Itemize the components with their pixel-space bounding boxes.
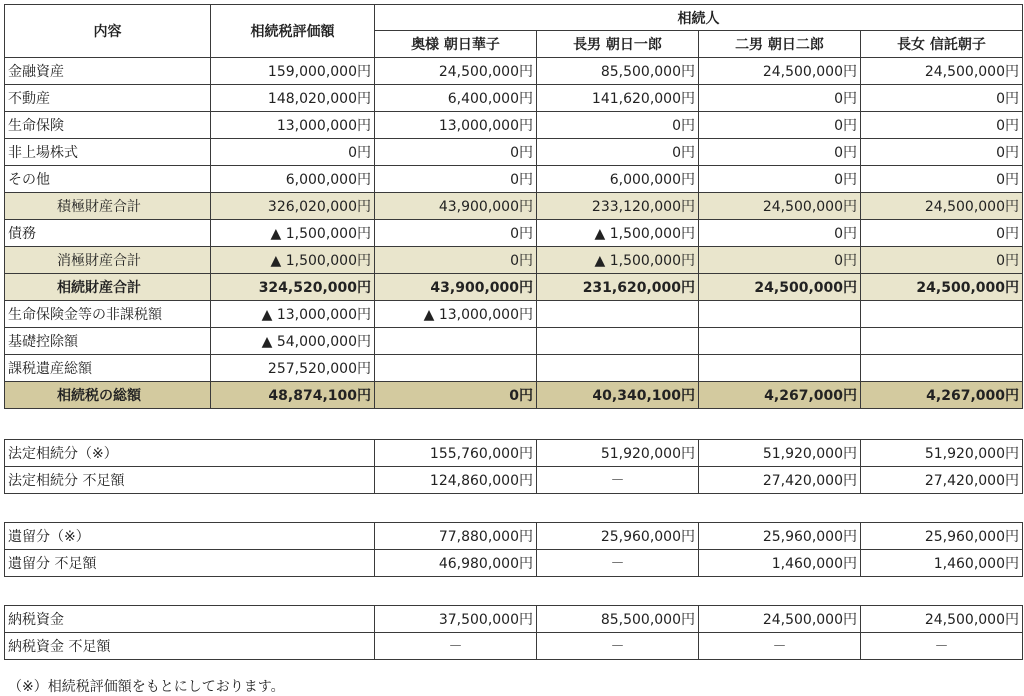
table-row (5, 193, 1023, 220)
value-cell: ▲ 13,000,000円 (211, 301, 375, 328)
value-cell (861, 328, 1023, 355)
value-cell: 0円 (699, 139, 861, 166)
table-row (5, 301, 1023, 328)
value-cell: 0円 (861, 166, 1023, 193)
value-cell: 24,500,000円 (861, 606, 1023, 633)
value-cell: 159,000,000円 (211, 58, 375, 85)
value-cell: 4,267,000円 (699, 382, 861, 409)
value-cell: ▲ 54,000,000円 (211, 328, 375, 355)
value-cell: 1,460,000円 (861, 550, 1023, 577)
row-label: 相続税の総額 (5, 382, 211, 409)
value-cell: 124,860,000円 (375, 467, 537, 494)
table-row (5, 440, 1023, 467)
row-label: その他 (5, 166, 211, 193)
value-cell: 27,420,000円 (861, 467, 1023, 494)
value-cell: 6,000,000円 (211, 166, 375, 193)
value-cell (699, 328, 861, 355)
row-label: 納税資金 不足額 (5, 633, 375, 660)
header-content: 内容 (5, 5, 211, 58)
value-cell: 0円 (861, 112, 1023, 139)
legal-share-table (4, 439, 1023, 494)
value-cell: 231,620,000円 (537, 274, 699, 301)
header-heirs-group: 相続人 (375, 5, 1023, 31)
row-label: 納税資金 (5, 606, 375, 633)
value-cell: 24,500,000円 (375, 58, 537, 85)
value-cell: 0円 (537, 139, 699, 166)
value-cell (375, 328, 537, 355)
tax-funds-body (5, 606, 1023, 660)
value-cell: 0円 (861, 220, 1023, 247)
table-row (5, 550, 1023, 577)
value-cell (375, 355, 537, 382)
value-cell: 24,500,000円 (699, 58, 861, 85)
value-cell: 6,400,000円 (375, 85, 537, 112)
value-cell: 24,500,000円 (699, 193, 861, 220)
value-cell: 0円 (537, 112, 699, 139)
row-label: 法定相続分（※） (5, 440, 375, 467)
value-cell: 0円 (375, 166, 537, 193)
row-label: 課税遺産総額 (5, 355, 211, 382)
value-cell: 25,960,000円 (699, 523, 861, 550)
value-cell: 43,900,000円 (375, 274, 537, 301)
table-row (5, 523, 1023, 550)
header-heir-second-son: 二男 朝日二郎 (699, 31, 861, 58)
tax-funds-table (4, 605, 1023, 660)
table-row (5, 139, 1023, 166)
value-cell: 85,500,000円 (537, 606, 699, 633)
value-cell: 25,960,000円 (537, 523, 699, 550)
row-label: 基礎控除額 (5, 328, 211, 355)
value-cell (699, 301, 861, 328)
value-cell: 4,267,000円 (861, 382, 1023, 409)
main-table-body (5, 58, 1023, 409)
value-cell: 0円 (699, 220, 861, 247)
value-cell: 51,920,000円 (861, 440, 1023, 467)
value-cell: 25,960,000円 (861, 523, 1023, 550)
value-cell (861, 301, 1023, 328)
row-label: 積極財産合計 (5, 193, 211, 220)
value-cell: 0円 (699, 112, 861, 139)
row-label: 相続財産合計 (5, 274, 211, 301)
value-cell: 324,520,000円 (211, 274, 375, 301)
value-cell: 40,340,100円 (537, 382, 699, 409)
value-cell: 148,020,000円 (211, 85, 375, 112)
value-cell: 24,500,000円 (861, 58, 1023, 85)
value-cell: 0円 (375, 382, 537, 409)
table-row (5, 112, 1023, 139)
inheritance-summary-table (4, 4, 1023, 409)
value-cell: 257,520,000円 (211, 355, 375, 382)
value-cell: ▲ 13,000,000円 (375, 301, 537, 328)
value-cell: ▲ 1,500,000円 (211, 247, 375, 274)
value-cell: 0円 (375, 220, 537, 247)
value-cell: 24,500,000円 (861, 274, 1023, 301)
value-cell: 13,000,000円 (375, 112, 537, 139)
row-label: 債務 (5, 220, 211, 247)
value-cell: 0円 (861, 139, 1023, 166)
value-cell: 24,500,000円 (699, 606, 861, 633)
value-cell: 51,920,000円 (537, 440, 699, 467)
value-cell: － (699, 633, 861, 660)
value-cell: 0円 (211, 139, 375, 166)
value-cell: 51,920,000円 (699, 440, 861, 467)
table-row (5, 220, 1023, 247)
row-label: 遺留分（※） (5, 523, 375, 550)
value-cell: 46,980,000円 (375, 550, 537, 577)
table-row (5, 382, 1023, 409)
table-row (5, 274, 1023, 301)
value-cell: 155,760,000円 (375, 440, 537, 467)
value-cell: 0円 (375, 139, 537, 166)
value-cell: 24,500,000円 (861, 193, 1023, 220)
row-label: 不動産 (5, 85, 211, 112)
header-heir-wife: 奥様 朝日華子 (375, 31, 537, 58)
table-row (5, 247, 1023, 274)
value-cell: 1,460,000円 (699, 550, 861, 577)
value-cell: 48,874,100円 (211, 382, 375, 409)
value-cell: ▲ 1,500,000円 (537, 247, 699, 274)
reserved-share-body (5, 523, 1023, 577)
table-row (5, 355, 1023, 382)
table-row (5, 58, 1023, 85)
value-cell: ▲ 1,500,000円 (537, 220, 699, 247)
row-label: 生命保険金等の非課税額 (5, 301, 211, 328)
legal-share-body (5, 440, 1023, 494)
table-row (5, 606, 1023, 633)
row-label: 遺留分 不足額 (5, 550, 375, 577)
value-cell (537, 328, 699, 355)
value-cell: 6,000,000円 (537, 166, 699, 193)
row-label: 生命保険 (5, 112, 211, 139)
header-heir-eldest-daughter: 長女 信託朝子 (861, 31, 1023, 58)
table-row (5, 85, 1023, 112)
value-cell: － (537, 633, 699, 660)
table-row (5, 328, 1023, 355)
value-cell: 326,020,000円 (211, 193, 375, 220)
value-cell: ▲ 1,500,000円 (211, 220, 375, 247)
value-cell: 0円 (861, 85, 1023, 112)
value-cell: － (375, 633, 537, 660)
table-row (5, 633, 1023, 660)
header-heir-eldest-son: 長男 朝日一郎 (537, 31, 699, 58)
value-cell (537, 301, 699, 328)
value-cell: 0円 (699, 247, 861, 274)
value-cell: 27,420,000円 (699, 467, 861, 494)
value-cell (537, 355, 699, 382)
value-cell: 0円 (699, 85, 861, 112)
value-cell (861, 355, 1023, 382)
value-cell: － (537, 467, 699, 494)
value-cell: 37,500,000円 (375, 606, 537, 633)
value-cell: 13,000,000円 (211, 112, 375, 139)
value-cell: 233,120,000円 (537, 193, 699, 220)
footnote: （※）相続税評価額をもとにしております。 (8, 679, 285, 695)
header-valuation: 相続税評価額 (211, 5, 375, 58)
value-cell (699, 355, 861, 382)
value-cell: 77,880,000円 (375, 523, 537, 550)
value-cell: 0円 (861, 247, 1023, 274)
table-row (5, 166, 1023, 193)
value-cell: － (537, 550, 699, 577)
value-cell: 0円 (699, 166, 861, 193)
value-cell: 85,500,000円 (537, 58, 699, 85)
value-cell: － (861, 633, 1023, 660)
reserved-share-table (4, 522, 1023, 577)
value-cell: 43,900,000円 (375, 193, 537, 220)
value-cell: 0円 (375, 247, 537, 274)
row-label: 非上場株式 (5, 139, 211, 166)
row-label: 消極財産合計 (5, 247, 211, 274)
table-row (5, 467, 1023, 494)
value-cell: 141,620,000円 (537, 85, 699, 112)
row-label: 金融資産 (5, 58, 211, 85)
row-label: 法定相続分 不足額 (5, 467, 375, 494)
value-cell: 24,500,000円 (699, 274, 861, 301)
